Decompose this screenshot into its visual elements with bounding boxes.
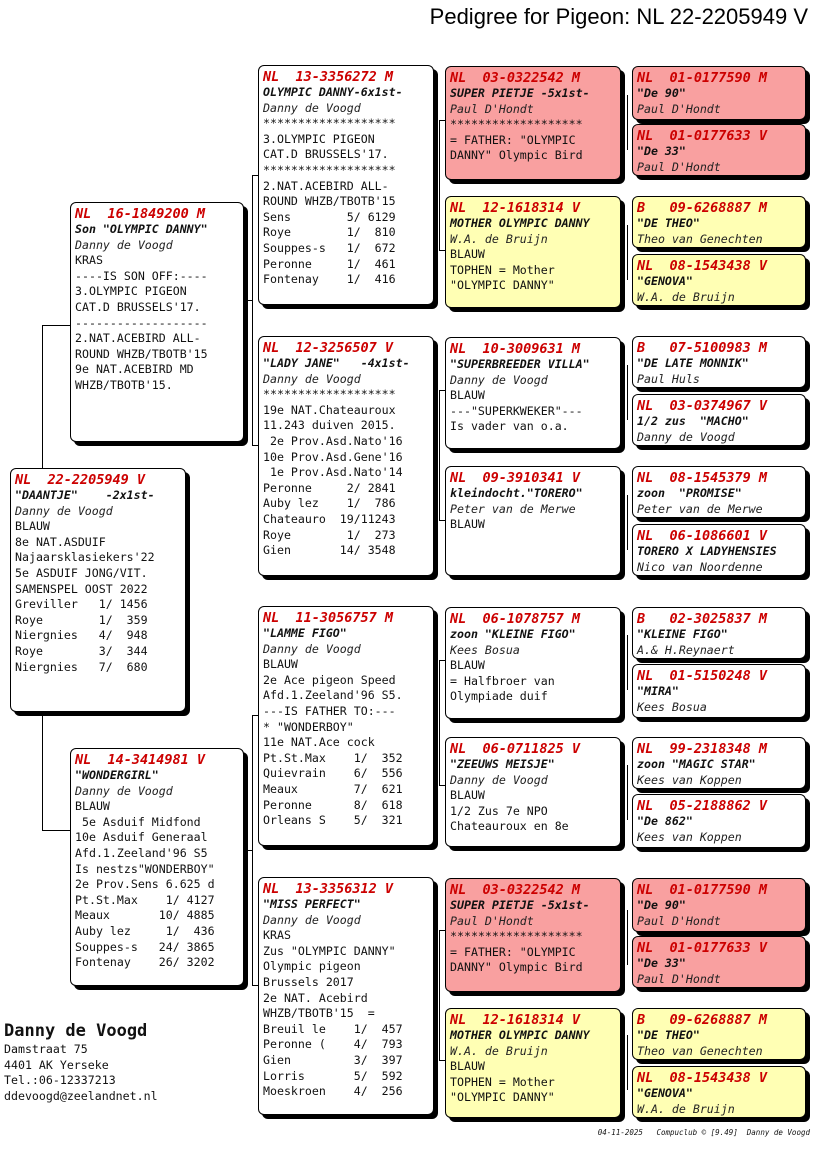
info-line: KRAS [263,928,291,943]
ring-number: NL 03-0322542 M [450,882,581,898]
ring-number: NL 06-1078757 M [450,611,581,627]
breeder-name: Danny de Voogd [450,772,548,787]
info-line: Olympic pigeon [263,959,361,974]
info-line: Quievrain 6/ 556 [263,766,403,781]
pigeon-card-g16[interactable] [632,1066,806,1118]
pigeon-name: kleindocht."TORERO" [450,486,583,500]
pigeon-card-g13[interactable] [632,878,806,932]
info-line: = FATHER: "OLYMPIC [450,944,576,959]
breeder-name: Paul D'Hondt [637,913,721,928]
info-line: = Halfbroer van [450,673,555,688]
owner-email[interactable]: ddevoogd@zeelandnet.nl [4,1088,158,1103]
info-line: Gien 3/ 397 [263,1052,403,1067]
info-line: Roye 3/ 344 [15,643,148,658]
info-line: KRAS [75,253,103,268]
info-line: BLAUW [75,799,110,814]
info-line: Afd.1.Zeeland'96 S5. [263,688,403,703]
pigeon-card-g11[interactable] [632,737,806,789]
info-line: Peronne ( 4/ 793 [263,1037,403,1052]
pigeon-card-ddd[interactable] [445,1008,621,1118]
ring-number: NL 13-3356312 V [263,881,394,897]
ring-number: B 07-5100983 M [637,340,768,356]
info-line: Chateauro 19/11243 [263,511,396,526]
info-line: SAMENSPEL OOST 2022 [15,581,148,596]
info-line: Zus "OLYMPIC DANNY" [263,943,396,958]
pigeon-card-g14[interactable] [632,936,806,988]
info-line: Moeskroen 4/ 256 [263,1084,403,1099]
info-line: Meaux 7/ 621 [263,781,403,796]
ring-number: NL 01-5150248 V [637,668,768,684]
breeder-name: Danny de Voogd [263,100,361,115]
info-line: WHZB/TBOTB'15 = [263,1006,375,1021]
info-line: 9e NAT.ACEBIRD MD [75,362,194,377]
breeder-name: Danny de Voogd [263,912,361,927]
info-line: 10e Asduif Generaal [75,830,208,845]
breeder-name: Paul D'Hondt [637,159,721,174]
pigeon-name: MOTHER OLYMPIC DANNY [450,1028,590,1042]
pigeon-card-g3[interactable] [632,196,806,248]
breeder-name: W.A. de Bruijn [450,1043,548,1058]
pigeon-name: "GENOVA" [637,274,693,288]
pigeon-card-sdd[interactable] [445,466,621,576]
pigeon-card-ssd[interactable] [445,196,621,308]
info-line: BLAUW [450,1059,485,1074]
pigeon-name: zoon "KLEINE FIGO" [450,627,576,641]
info-line: Souppes-s 24/ 3865 [75,939,215,954]
ring-number: NL 14-3414981 V [75,752,206,768]
breeder-name: W.A. de Bruijn [637,289,735,304]
ring-number: NL 01-0177633 V [637,940,768,956]
ring-number: NL 06-0711825 V [450,741,581,757]
pigeon-card-dam[interactable] [70,748,244,986]
breeder-name: Paul D'Hondt [450,913,534,928]
info-line: 11.243 duiven 2015. [263,418,396,433]
print-footer: 04-11-2025 Compuclub © [9.49] Danny de Voogd [597,1128,810,1137]
info-line: Is nestzs"WONDERBOY" [75,861,215,876]
info-line: TOPHEN = Mother [450,262,555,277]
breeder-name: Theo van Genechten [637,1043,763,1058]
info-line: Orleans S 5/ 321 [263,813,403,828]
info-line: Auby lez 1/ 786 [263,496,396,511]
pigeon-card-g15[interactable] [632,1008,806,1060]
info-line: Pt.St.Max 1/ 4127 [75,892,215,907]
ring-number: NL 01-0177590 M [637,70,768,86]
breeder-name: Peter van de Merwe [637,501,763,516]
owner-phone: Tel.:06-12337213 [4,1073,116,1088]
ring-number: NL 22-2205949 V [15,472,146,488]
breeder-name: Danny de Voogd [15,503,113,518]
breeder-name: Kees van Koppen [637,829,742,844]
pigeon-name: Son "OLYMPIC DANNY" [75,222,208,236]
info-line: Pt.St.Max 1/ 352 [263,750,403,765]
info-line: 1e Prov.Asd.Nato'14 [263,465,403,480]
breeder-name: Danny de Voogd [263,371,361,386]
ring-number: NL 13-3356272 M [263,69,394,85]
info-line: Roye 1/ 359 [15,612,148,627]
breeder-name: Theo van Genechten [637,231,763,246]
info-line: = FATHER: "OLYMPIC [450,132,576,147]
breeder-name: Danny de Voogd [637,429,735,444]
pigeon-name: "KLEINE FIGO" [637,627,728,641]
info-line: BLAUW [450,658,485,673]
owner-city: 4401 AK Yerseke [4,1057,109,1072]
info-line: 3.OLYMPIC PIGEON [263,131,375,146]
pigeon-name: "MISS PERFECT" [263,897,361,911]
pigeon-card-g8[interactable] [632,524,806,576]
ring-number: B 09-6268887 M [637,1012,768,1028]
pigeon-name: "De 862" [637,814,693,828]
pigeon-name: "DE THEO" [637,1028,700,1042]
breeder-name: Peter van de Merwe [450,501,576,516]
info-line: Is vader van o.a. [450,419,569,434]
info-line: 10e Prov.Asd.Gene'16 [263,449,403,464]
info-line: Breuil le 1/ 457 [263,1021,403,1036]
breeder-name: Paul D'Hondt [637,101,721,116]
info-line: DANNY" Olympic Bird [450,960,583,975]
pigeon-name: "LAMME FIGO" [263,626,347,640]
info-line: Niergnies 7/ 680 [15,659,148,674]
pigeon-name: OLYMPIC DANNY-6x1st- [263,85,403,99]
breeder-name: Kees van Koppen [637,772,742,787]
pigeon-card-g4[interactable] [632,254,806,306]
pigeon-card-g5[interactable] [632,336,806,388]
info-line: BLAUW [450,247,485,262]
breeder-name: Danny de Voogd [75,783,173,798]
info-line: Roye 1/ 810 [263,225,396,240]
info-line: ******************* [450,117,583,132]
pigeon-card-dss[interactable] [445,607,621,719]
pigeon-name: MOTHER OLYMPIC DANNY [450,216,590,230]
pigeon-name: SUPER PIETJE -5x1st- [450,86,590,100]
pigeon-name: "WONDERGIRL" [75,768,159,782]
ring-number: NL 09-3910341 V [450,470,581,486]
pigeon-name: SUPER PIETJE -5x1st- [450,898,590,912]
info-line: BLAUW [450,788,485,803]
info-line: ---"SUPERKWEKER"--- [450,403,583,418]
info-line: Fontenay 1/ 416 [263,272,396,287]
pigeon-card-subject[interactable] [10,468,186,712]
ring-number: NL 08-1543438 V [637,258,768,274]
ring-number: B 09-6268887 M [637,200,768,216]
pigeon-card-g12[interactable] [632,794,806,848]
info-line: ******************* [263,387,396,402]
ring-number: B 02-3025837 M [637,611,768,627]
ring-number: NL 10-3009631 M [450,341,581,357]
ring-number: NL 03-0322542 M [450,70,581,86]
info-line: WHZB/TBOTB'15. [75,377,173,392]
info-line: 11e NAT.Ace cock [263,735,375,750]
pigeon-card-g10[interactable] [632,664,806,718]
pigeon-name: "De 90" [637,898,686,912]
pigeon-name: "De 33" [637,956,686,970]
breeder-name: Danny de Voogd [450,372,548,387]
info-line: ******************* [450,929,583,944]
ring-number: NL 12-1618314 V [450,1012,581,1028]
breeder-name: Kees Bosua [637,699,707,714]
info-line: Gien 14/ 3548 [263,543,396,558]
info-line: Peronne 1/ 461 [263,256,396,271]
owner-address-block [4,1020,158,1104]
info-line: Niergnies 4/ 948 [15,628,148,643]
info-line: ------------------- [75,315,208,330]
info-line: ROUND WHZB/TBOTB'15 [263,194,396,209]
pigeon-card-g1[interactable] [632,66,806,120]
page-title: Pedigree for Pigeon: NL 22-2205949 V [429,4,808,29]
info-line: BLAUW [450,517,485,532]
info-line: ----IS SON OFF:---- [75,268,208,283]
info-line: 2.NAT.ACEBIRD ALL- [263,178,389,193]
info-line: BLAUW [450,388,485,403]
pigeon-name: zoon "PROMISE" [637,486,742,500]
info-line: 5e Asduif Midfond [75,814,201,829]
breeder-name: Nico van Noordenne [637,559,763,574]
pigeon-card-dsd[interactable] [445,737,621,847]
info-line: ******************* [263,162,396,177]
pigeon-name: "MIRA" [637,684,679,698]
info-line: Brussels 2017 [263,974,354,989]
owner-name: Danny de Voogd [4,1021,148,1041]
ring-number: NL 05-2188862 V [637,798,768,814]
info-line: 1/2 Zus 7e NPO [450,803,548,818]
info-line: 3.OLYMPIC PIGEON [75,284,187,299]
pigeon-card-g2[interactable] [632,124,806,176]
breeder-name: Kees Bosua [450,642,520,657]
pigeon-card-dds[interactable] [445,878,621,992]
pigeon-card-sd[interactable] [258,336,434,576]
ring-number: NL 01-0177590 M [637,882,768,898]
info-line: Najaarsklasiekers'22 [15,550,155,565]
ring-number: NL 03-0374967 V [637,398,768,414]
pigeon-name: "DE LATE MONNIK" [637,356,749,370]
breeder-name: W.A. de Bruijn [450,231,548,246]
info-line: 2.NAT.ACEBIRD ALL- [75,331,201,346]
info-line: * "WONDERBOY" [263,719,354,734]
pigeon-card-sss[interactable] [445,66,621,180]
pigeon-card-ds[interactable] [258,606,434,846]
info-line: CAT.D BRUSSELS'17. [263,147,389,162]
pigeon-card-g6[interactable] [632,394,806,446]
info-line: DANNY" Olympic Bird [450,148,583,163]
info-line: Fontenay 26/ 3202 [75,955,215,970]
pigeon-name: 1/2 zus "MACHO" [637,414,749,428]
pigeon-name: zoon "MAGIC STAR" [637,757,756,771]
info-line: Sens 5/ 6129 [263,209,396,224]
info-line: ROUND WHZB/TBOTB'15 [75,346,208,361]
pigeon-name: "GENOVA" [637,1086,693,1100]
ring-number: NL 08-1543438 V [637,1070,768,1086]
info-line: 2e Prov.Asd.Nato'16 [263,433,403,448]
pigeon-name: "LADY JANE" -4x1st- [263,356,410,370]
info-line: CAT.D BRUSSELS'17. [75,299,201,314]
info-line: ******************* [263,116,396,131]
breeder-name: Paul Huls [637,371,700,386]
breeder-name: A.& H.Reynaert [637,642,735,657]
info-line: "OLYMPIC DANNY" [450,278,555,293]
info-line: 5e ASDUIF JONG/VIT. [15,565,148,580]
breeder-name: W.A. de Bruijn [637,1101,735,1116]
pigeon-card-sds[interactable] [445,337,621,449]
info-line: ---IS FATHER TO:--- [263,703,396,718]
info-line: 19e NAT.Chateauroux [263,402,396,417]
ring-number: NL 12-3256507 V [263,340,394,356]
pigeon-card-g9[interactable] [632,607,806,659]
ring-number: NL 11-3056757 M [263,610,394,626]
info-line: Souppes-s 1/ 672 [263,240,396,255]
info-line: 2e NAT. Acebird [263,990,368,1005]
pigeon-card-g7[interactable] [632,466,806,518]
info-line: "OLYMPIC DANNY" [450,1090,555,1105]
info-line: Roye 1/ 273 [263,527,396,542]
ring-number: NL 12-1618314 V [450,200,581,216]
info-line: TOPHEN = Mother [450,1074,555,1089]
ring-number: NL 06-1086601 V [637,528,768,544]
info-line: Greviller 1/ 1456 [15,597,148,612]
info-line: Olympiade duif [450,689,548,704]
pigeon-name: "De 33" [637,144,686,158]
pigeon-name: TORERO X LADYHENSIES [637,544,777,558]
pigeon-name: "DAANTJE" -2x1st- [15,488,155,502]
ring-number: NL 01-0177633 V [637,128,768,144]
breeder-name: Danny de Voogd [75,237,173,252]
breeder-name: Danny de Voogd [263,641,361,656]
ring-number: NL 99-2318348 M [637,741,768,757]
pigeon-name: "SUPERBREEDER VILLA" [450,357,590,371]
info-line: BLAUW [15,519,50,534]
breeder-name: Paul D'Hondt [450,101,534,116]
info-line: Afd.1.Zeeland'96 S5 [75,845,208,860]
info-line: 8e NAT.ASDUIF [15,534,106,549]
ring-number: NL 08-1545379 M [637,470,768,486]
info-line: Chateauroux en 8e [450,819,569,834]
info-line: BLAUW [263,657,298,672]
info-line: Meaux 10/ 4885 [75,908,215,923]
info-line: Peronne 8/ 618 [263,797,403,812]
pigeon-name: "De 90" [637,86,686,100]
pigeon-name: "DE THEO" [637,216,700,230]
breeder-name: Paul D'Hondt [637,971,721,986]
info-line: 2e Ace pigeon Speed [263,672,396,687]
info-line: 2e Prov.Sens 6.625 d [75,877,215,892]
owner-street: Damstraat 75 [4,1042,88,1056]
ring-number: NL 16-1849200 M [75,206,206,222]
info-line: Lorris 5/ 592 [263,1068,403,1083]
pigeon-card-ss[interactable] [258,65,434,305]
info-line: Auby lez 1/ 436 [75,923,215,938]
pigeon-name: "ZEEUWS MEISJE" [450,757,555,771]
info-line: Peronne 2/ 2841 [263,480,396,495]
pigeon-card-dd[interactable] [258,877,434,1115]
pigeon-card-sire[interactable] [70,202,244,442]
